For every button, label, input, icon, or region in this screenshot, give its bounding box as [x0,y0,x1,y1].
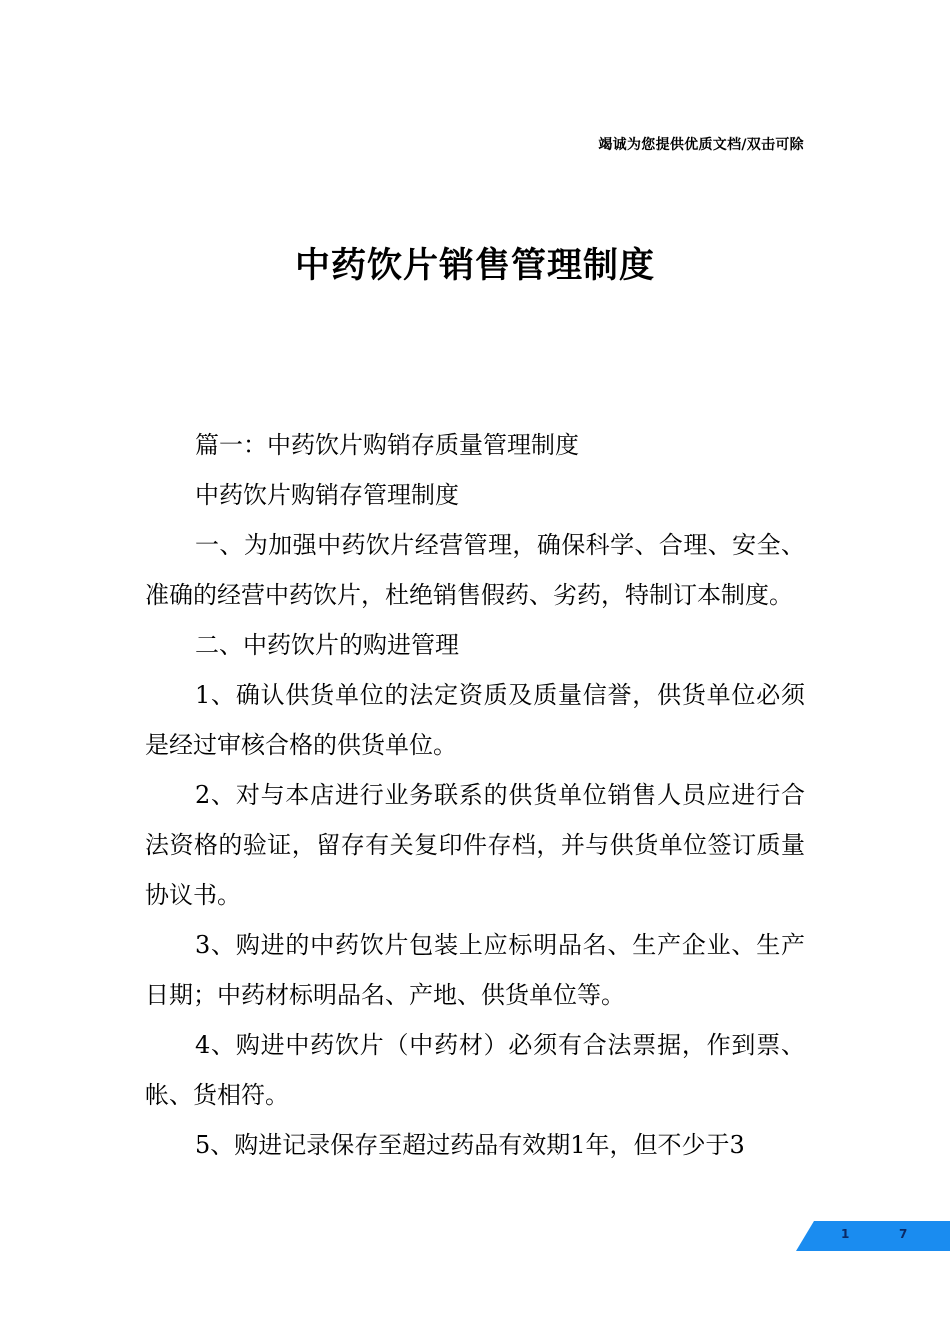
paragraph: 5、购进记录保存至超过药品有效期1年，但不少于3 [195,1131,745,1159]
paragraph: 篇一：中药饮片购销存质量管理制度 [195,431,579,459]
paragraph: 中药饮片购销存管理制度 [195,481,459,509]
paragraph: 3、购进的中药饮片包装上应标明品名、生产企业、生产日期；中药材标明品名、产地、供货单位等。 [145,931,805,1009]
document-title: 中药饮片销售管理制度 [294,246,655,286]
paragraph: 二、中药饮片的购进管理 [195,631,459,659]
paragraph: 2、对与本店进行业务联系的供货单位销售人员应进行合法资格的验证，留存有关复印件存档，并与供货单位签订质量协议书。 [145,781,805,909]
paragraph: 1、确认供货单位的法定资质及质量信誉，供货单位必须是经过审核合格的供货单位。 [145,681,805,759]
paragraph: 一、为加强中药饮片经营管理，确保科学、合理、安全、准确的经营中药饮片，杜绝销售假药、劣药，特制订本制度。 [145,531,805,609]
paragraph: 4、购进中药饮片（中药材）必须有合法票据，作到票、帐、货相符。 [145,1031,805,1109]
page-number-total: 7 [899,1227,908,1241]
footer-band-shape [796,1221,950,1251]
document-body [145,420,805,1170]
page-number-current: 1 [841,1227,850,1241]
page-footer [796,1221,950,1251]
header-note: 竭诚为您提供优质文档/双击可除 [598,137,804,153]
